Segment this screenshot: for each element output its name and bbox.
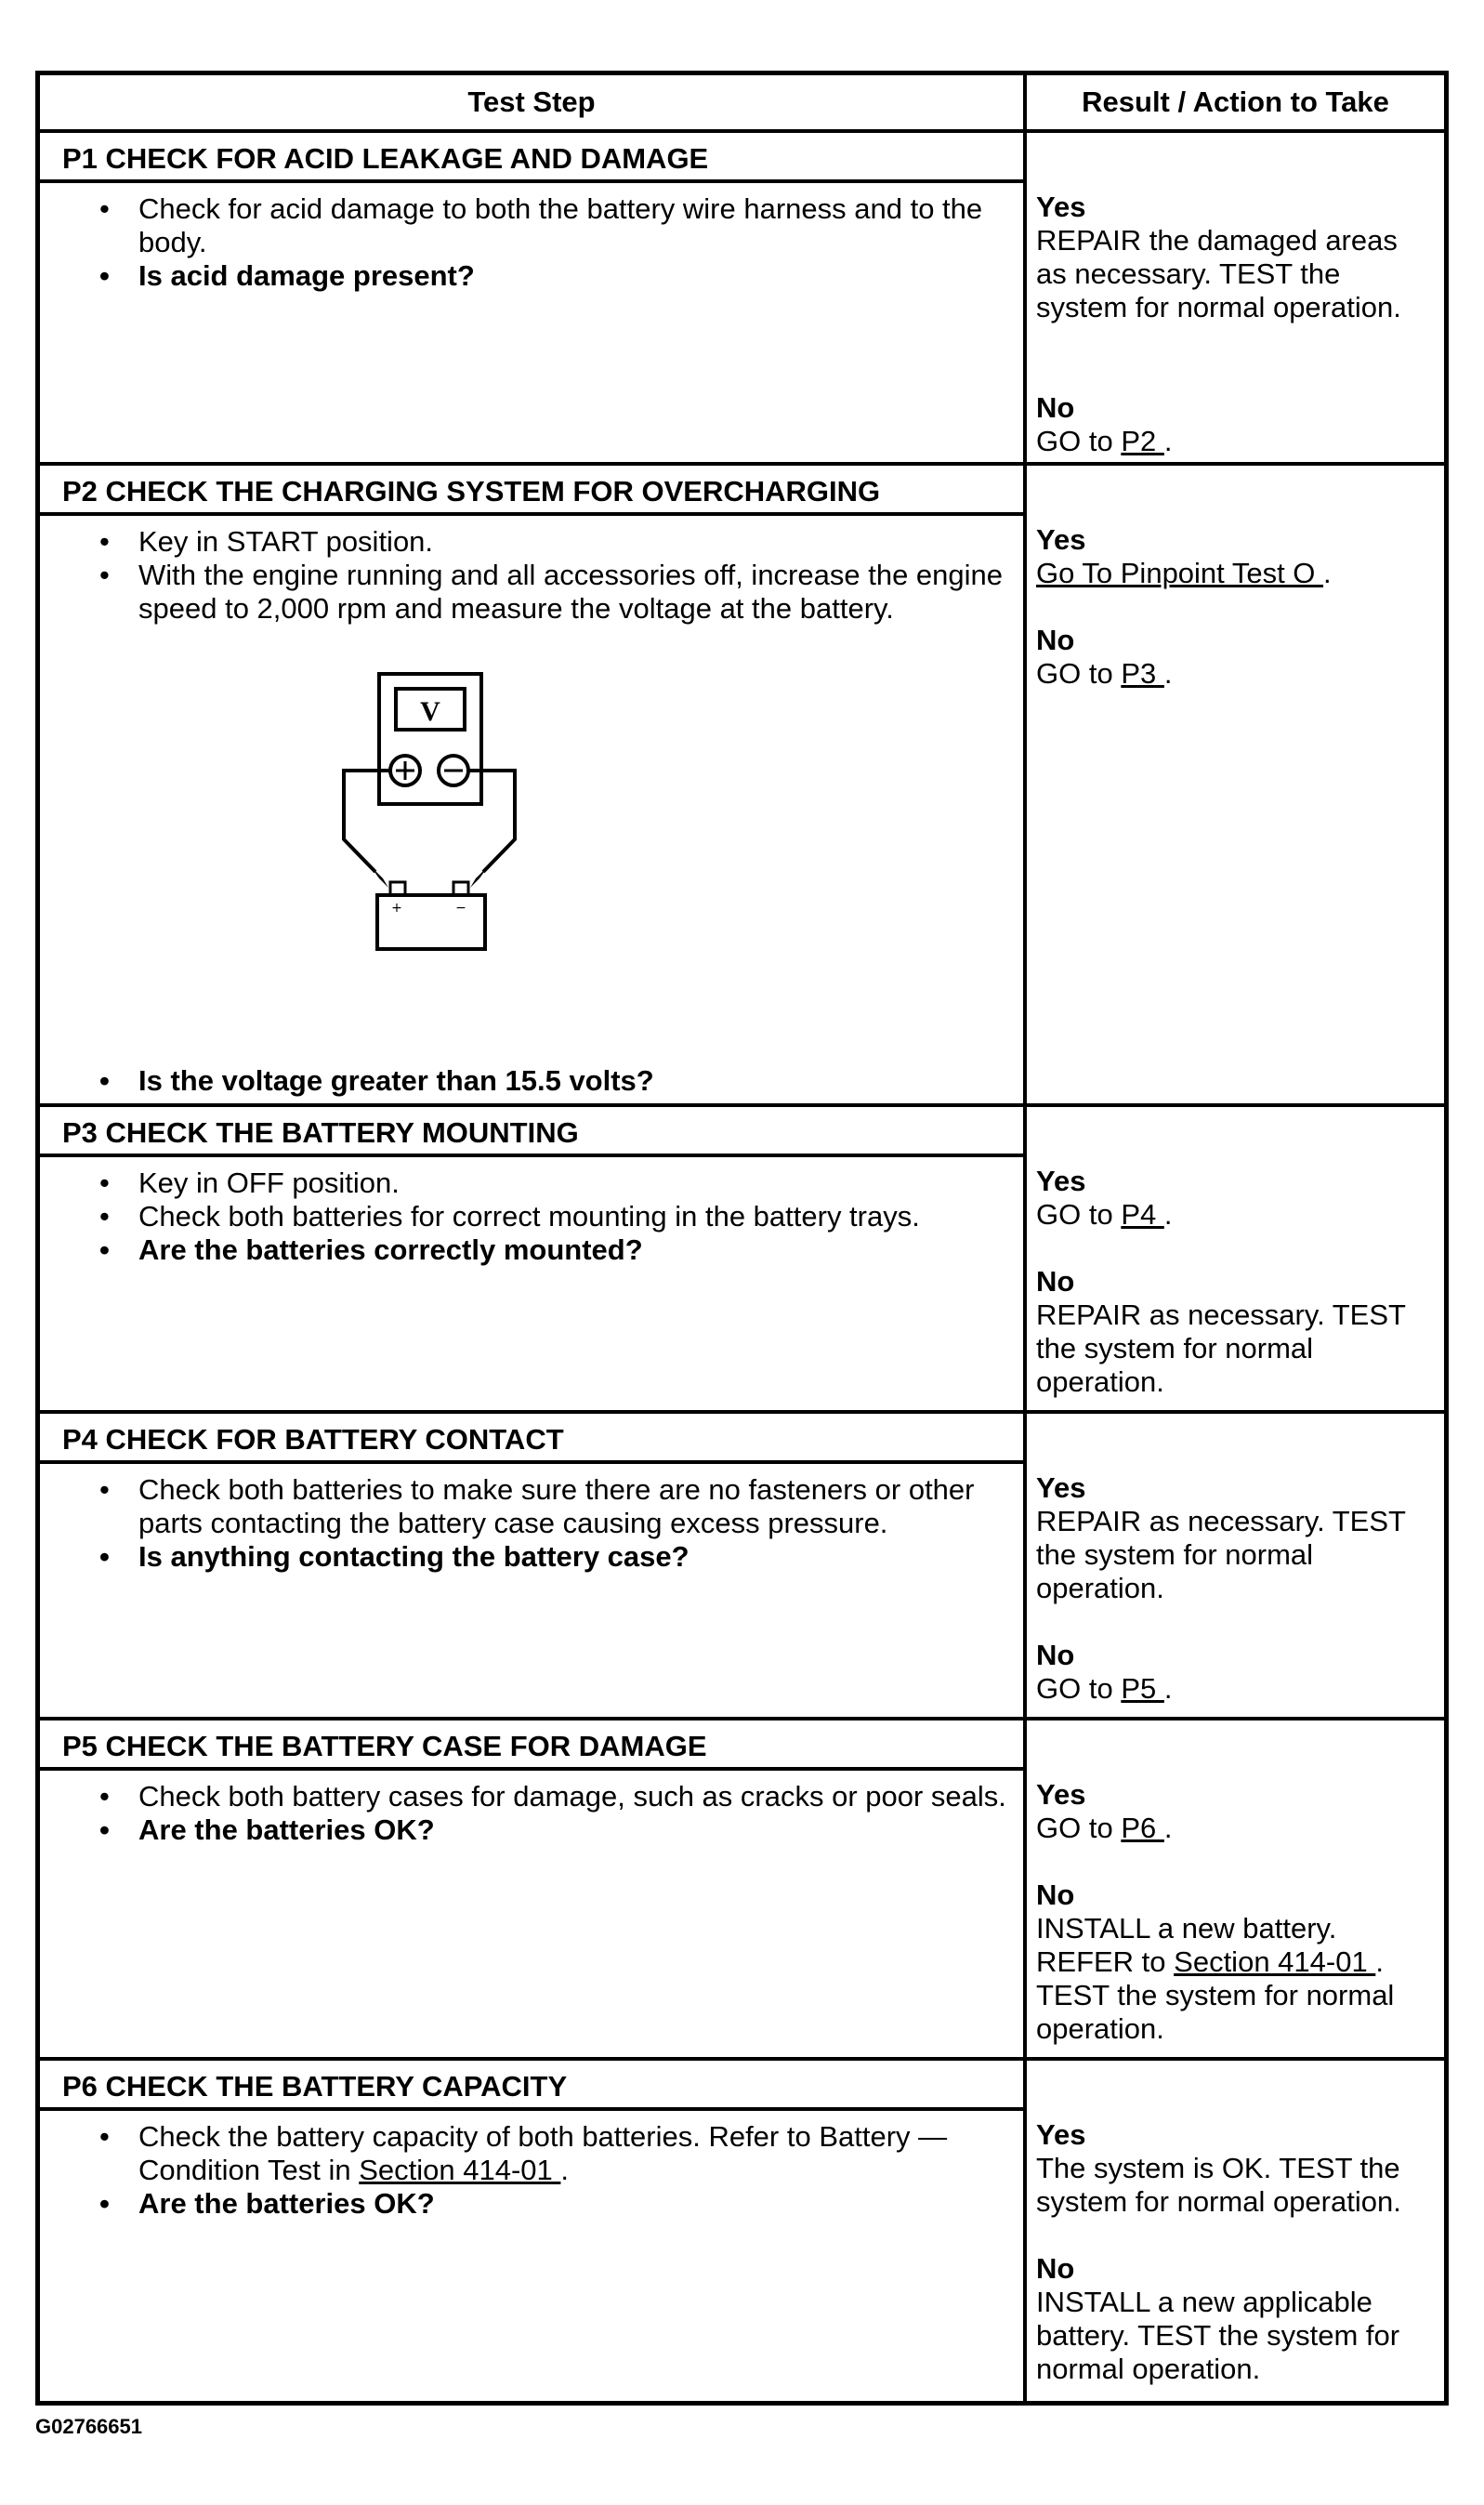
voltmeter-battery-diagram xyxy=(342,672,528,951)
no-action: INSTALL a new battery. REFER to Section 414-01 . TEST the system for normal operation. xyxy=(1036,1912,1395,2045)
question: • Are the batteries correctly mounted? xyxy=(40,1233,1010,1267)
step-p3 xyxy=(40,1107,1444,1414)
instruction: • Key in OFF position. xyxy=(40,1167,1010,1200)
step-p5 xyxy=(40,1721,1444,2061)
yes-label: Yes xyxy=(1036,1471,1086,1504)
link-p6[interactable]: P6 xyxy=(1121,1812,1164,1844)
yes-label: Yes xyxy=(1036,1778,1086,1811)
step-p1 xyxy=(40,133,1444,466)
no-action: GO to P3 . xyxy=(1036,657,1173,690)
no-label: No xyxy=(1036,624,1075,656)
no-action: INSTALL a new applicable battery. TEST the system for normal operation. xyxy=(1036,2286,1400,2385)
link-p4[interactable]: P4 xyxy=(1121,1198,1164,1231)
instruction: • Key in START position. xyxy=(40,525,1010,559)
no-action: GO to P5 . xyxy=(1036,1672,1173,1705)
meter-label: V xyxy=(420,696,440,727)
yes-label: Yes xyxy=(1036,523,1086,556)
question: • Are the batteries OK? xyxy=(40,1813,1010,1847)
link-p2[interactable]: P2 xyxy=(1121,425,1164,457)
yes-action: Go To Pinpoint Test O . xyxy=(1036,557,1332,589)
yes-label: Yes xyxy=(1036,191,1086,223)
link-section-414-01[interactable]: Section 414-01 xyxy=(359,2154,561,2186)
header-result: Result / Action to Take xyxy=(1082,86,1389,118)
yes-action: GO to P4 . xyxy=(1036,1198,1173,1231)
header-test-step: Test Step xyxy=(40,75,1027,129)
no-label: No xyxy=(1036,2252,1075,2285)
step-title: P5 CHECK THE BATTERY CASE FOR DAMAGE xyxy=(40,1721,1023,1771)
step-title: P3 CHECK THE BATTERY MOUNTING xyxy=(40,1107,1023,1157)
yes-label: Yes xyxy=(1036,2118,1086,2151)
step-title: P4 CHECK FOR BATTERY CONTACT xyxy=(40,1414,1023,1464)
link-p5[interactable]: P5 xyxy=(1121,1672,1164,1705)
yes-action: GO to P6 . xyxy=(1036,1812,1173,1844)
step-p2 xyxy=(40,466,1444,1107)
no-label: No xyxy=(1036,1265,1075,1298)
link-section-414-01[interactable]: Section 414-01 xyxy=(1174,1945,1376,1978)
no-label: No xyxy=(1036,1639,1075,1671)
diagnostic-table xyxy=(35,71,1449,2406)
step-title: P1 CHECK FOR ACID LEAKAGE AND DAMAGE xyxy=(40,133,1023,183)
question: • Is the voltage greater than 15.5 volts? xyxy=(40,1064,1023,1098)
link-pinpoint-test-o[interactable]: Go To Pinpoint Test O xyxy=(1036,557,1324,589)
figure-code: G02766651 xyxy=(35,2415,142,2438)
question: • Are the batteries OK? xyxy=(40,2187,1010,2221)
instruction: • Check the battery capacity of both batteries. Refer to Battery — Condition Test in Section 414-01 . xyxy=(40,2120,1010,2187)
link-p3[interactable]: P3 xyxy=(1121,657,1164,690)
instruction: • Check for acid damage to both the battery wire harness and to the body. xyxy=(40,192,1010,259)
step-p4 xyxy=(40,1414,1444,1721)
instruction: • Check both battery cases for damage, such as cracks or poor seals. xyxy=(40,1780,1010,1813)
no-label: No xyxy=(1036,1879,1075,1911)
step-title: P6 CHECK THE BATTERY CAPACITY xyxy=(40,2061,1023,2111)
question: • Is anything contacting the battery case? xyxy=(40,1540,1010,1574)
yes-action: The system is OK. TEST the system for normal operation. xyxy=(1036,2152,1401,2218)
instruction: • Check both batteries to make sure there are no fasteners or other parts contacting the battery case causing excess pressure. xyxy=(40,1473,1010,1540)
question: • Is acid damage present? xyxy=(40,259,1010,293)
table-header xyxy=(40,75,1444,133)
instruction: • With the engine running and all accessories off, increase the engine speed to 2,000 rpm and measure the voltage at the battery. xyxy=(40,559,1010,626)
yes-action: REPAIR as necessary. TEST the system for normal operation. xyxy=(1036,1505,1406,1604)
instruction: • Check both batteries for correct mounting in the battery trays. xyxy=(40,1200,1010,1233)
no-label: No xyxy=(1036,391,1075,424)
no-action: GO to P2 . xyxy=(1036,425,1173,457)
yes-label: Yes xyxy=(1036,1165,1086,1197)
svg-text:−: − xyxy=(455,901,466,916)
step-p6 xyxy=(40,2061,1444,2401)
step-title: P2 CHECK THE CHARGING SYSTEM FOR OVERCHARGING xyxy=(40,466,1023,516)
yes-action: REPAIR the damaged areas as necessary. TEST the system for normal operation. xyxy=(1036,224,1401,323)
svg-text:+: + xyxy=(391,901,402,916)
no-action: REPAIR as necessary. TEST the system for normal operation. xyxy=(1036,1299,1406,1398)
